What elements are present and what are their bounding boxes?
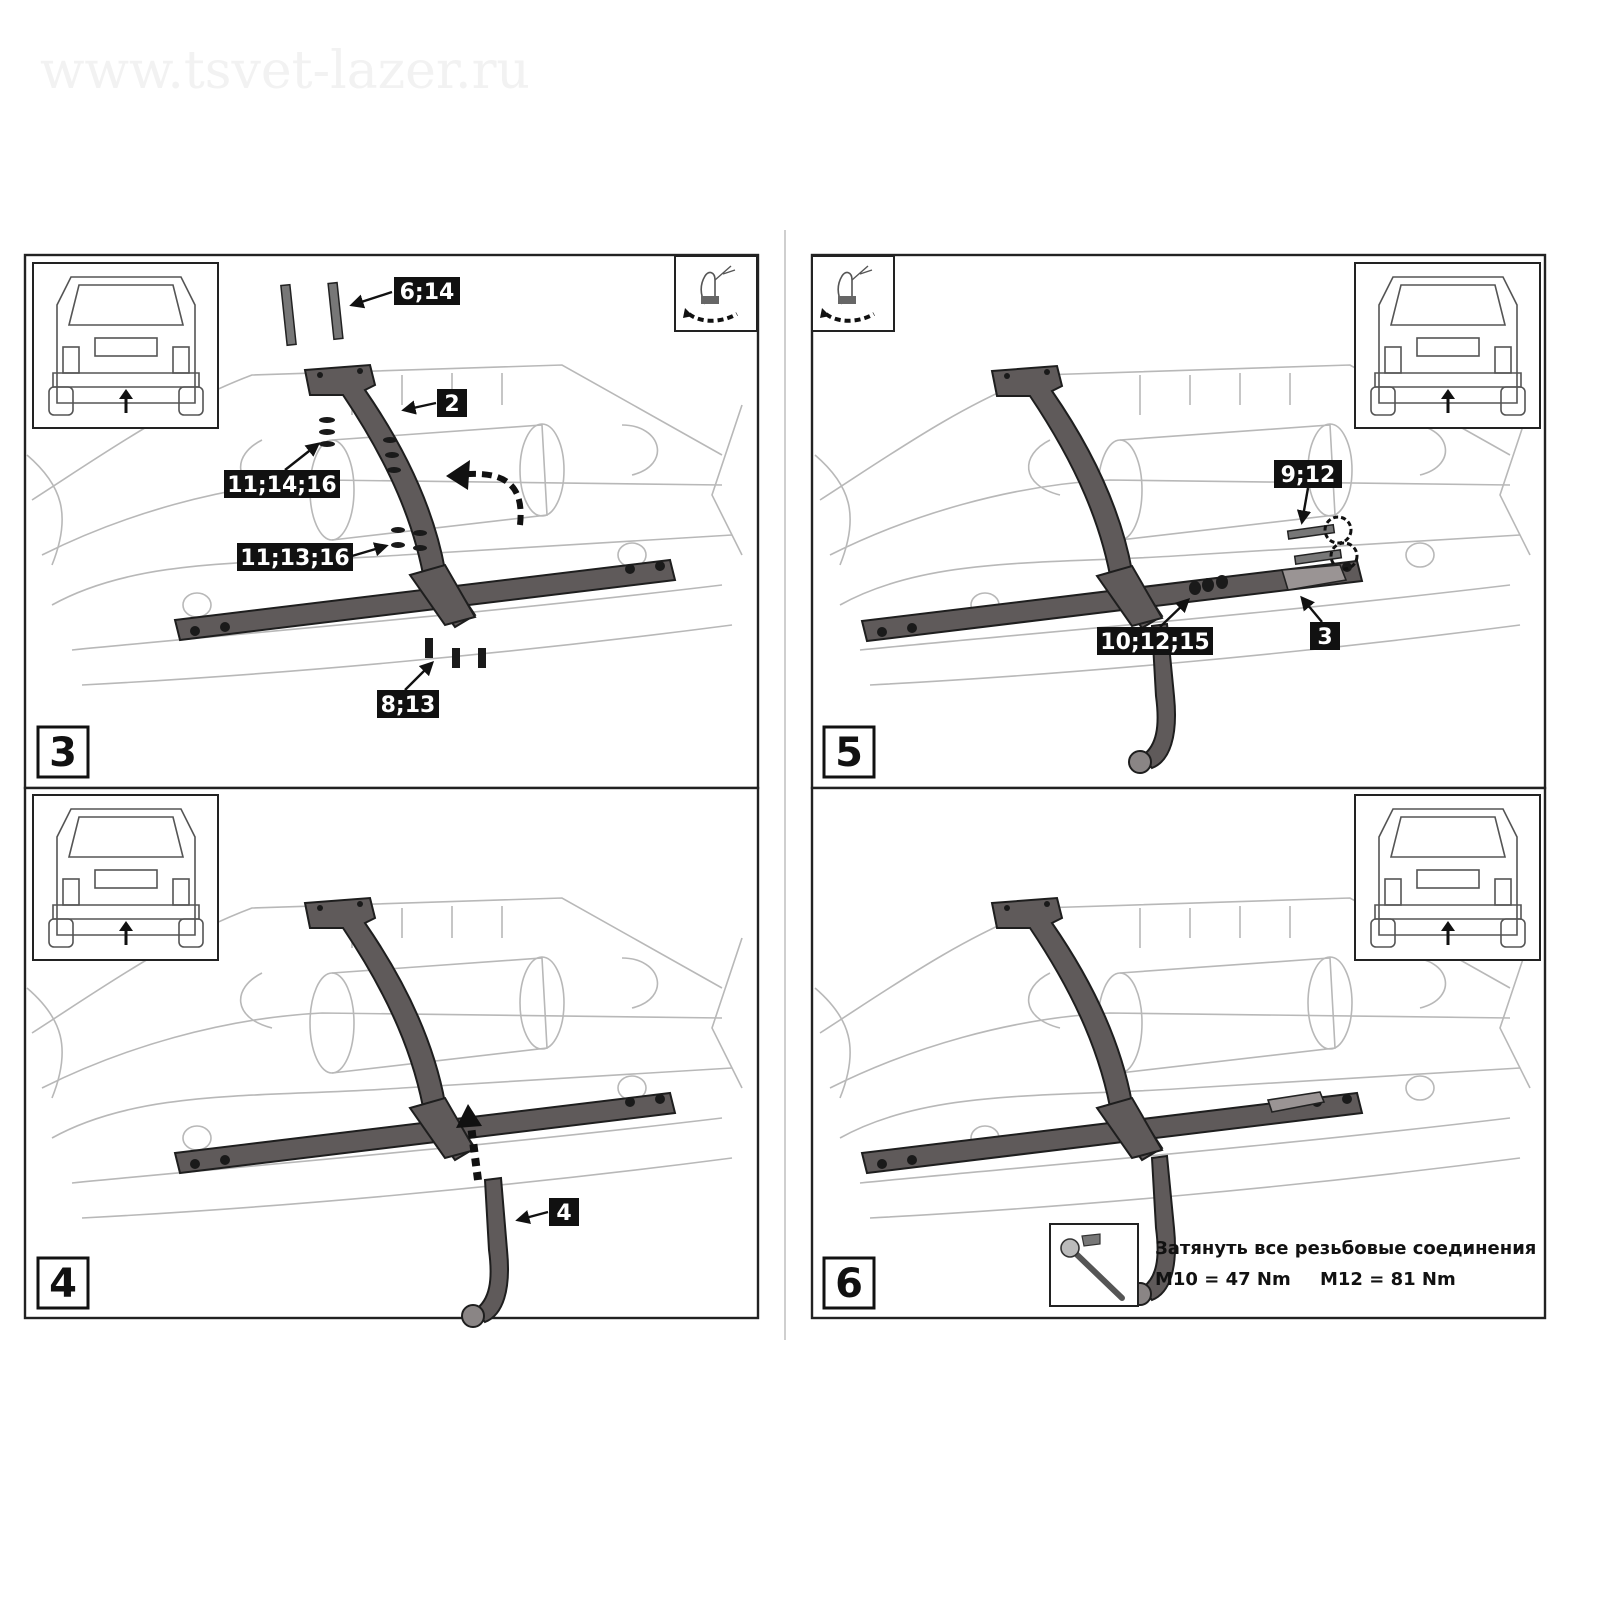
watermark: www.tsvet-lazer.ru [40,41,530,101]
svg-text:3: 3 [49,730,77,776]
step-number-5 [824,727,874,777]
svg-text:6;14: 6;14 [399,280,455,305]
torque-note-m10: M10 = 47 Nm [1155,1269,1291,1290]
svg-text:3: 3 [1317,625,1333,650]
step-number-4 [38,1258,88,1308]
torque-note-title: Затянуть все резьбовые соединения [1155,1238,1537,1259]
torque-note-m12: M12 = 81 Nm [1320,1269,1456,1290]
svg-text:10;12;15: 10;12;15 [1100,630,1210,655]
svg-text:11;14;16: 11;14;16 [227,473,337,498]
car-rear-view-icon [33,795,218,960]
panel-step-5 [812,255,1545,788]
torque-wrench-icon [1050,1224,1138,1306]
svg-text:4: 4 [49,1261,77,1307]
hand-installation-icon [675,256,757,331]
svg-text:5: 5 [835,730,863,776]
hand-installation-icon [812,256,894,331]
step-number-3 [38,727,88,777]
svg-text:8;13: 8;13 [380,693,436,718]
car-rear-view-icon [33,263,218,428]
svg-text:6: 6 [835,1261,863,1307]
car-rear-view-icon [1355,263,1540,428]
panel-step-6 [812,788,1545,1318]
panel-step-4 [25,788,758,1327]
car-rear-view-icon [1355,795,1540,960]
svg-text:11;13;16: 11;13;16 [240,546,350,571]
svg-text:4: 4 [556,1201,572,1226]
svg-text:2: 2 [444,392,460,417]
svg-text:9;12: 9;12 [1280,463,1336,488]
step-number-6 [824,1258,874,1308]
panel-step-3 [25,255,758,788]
